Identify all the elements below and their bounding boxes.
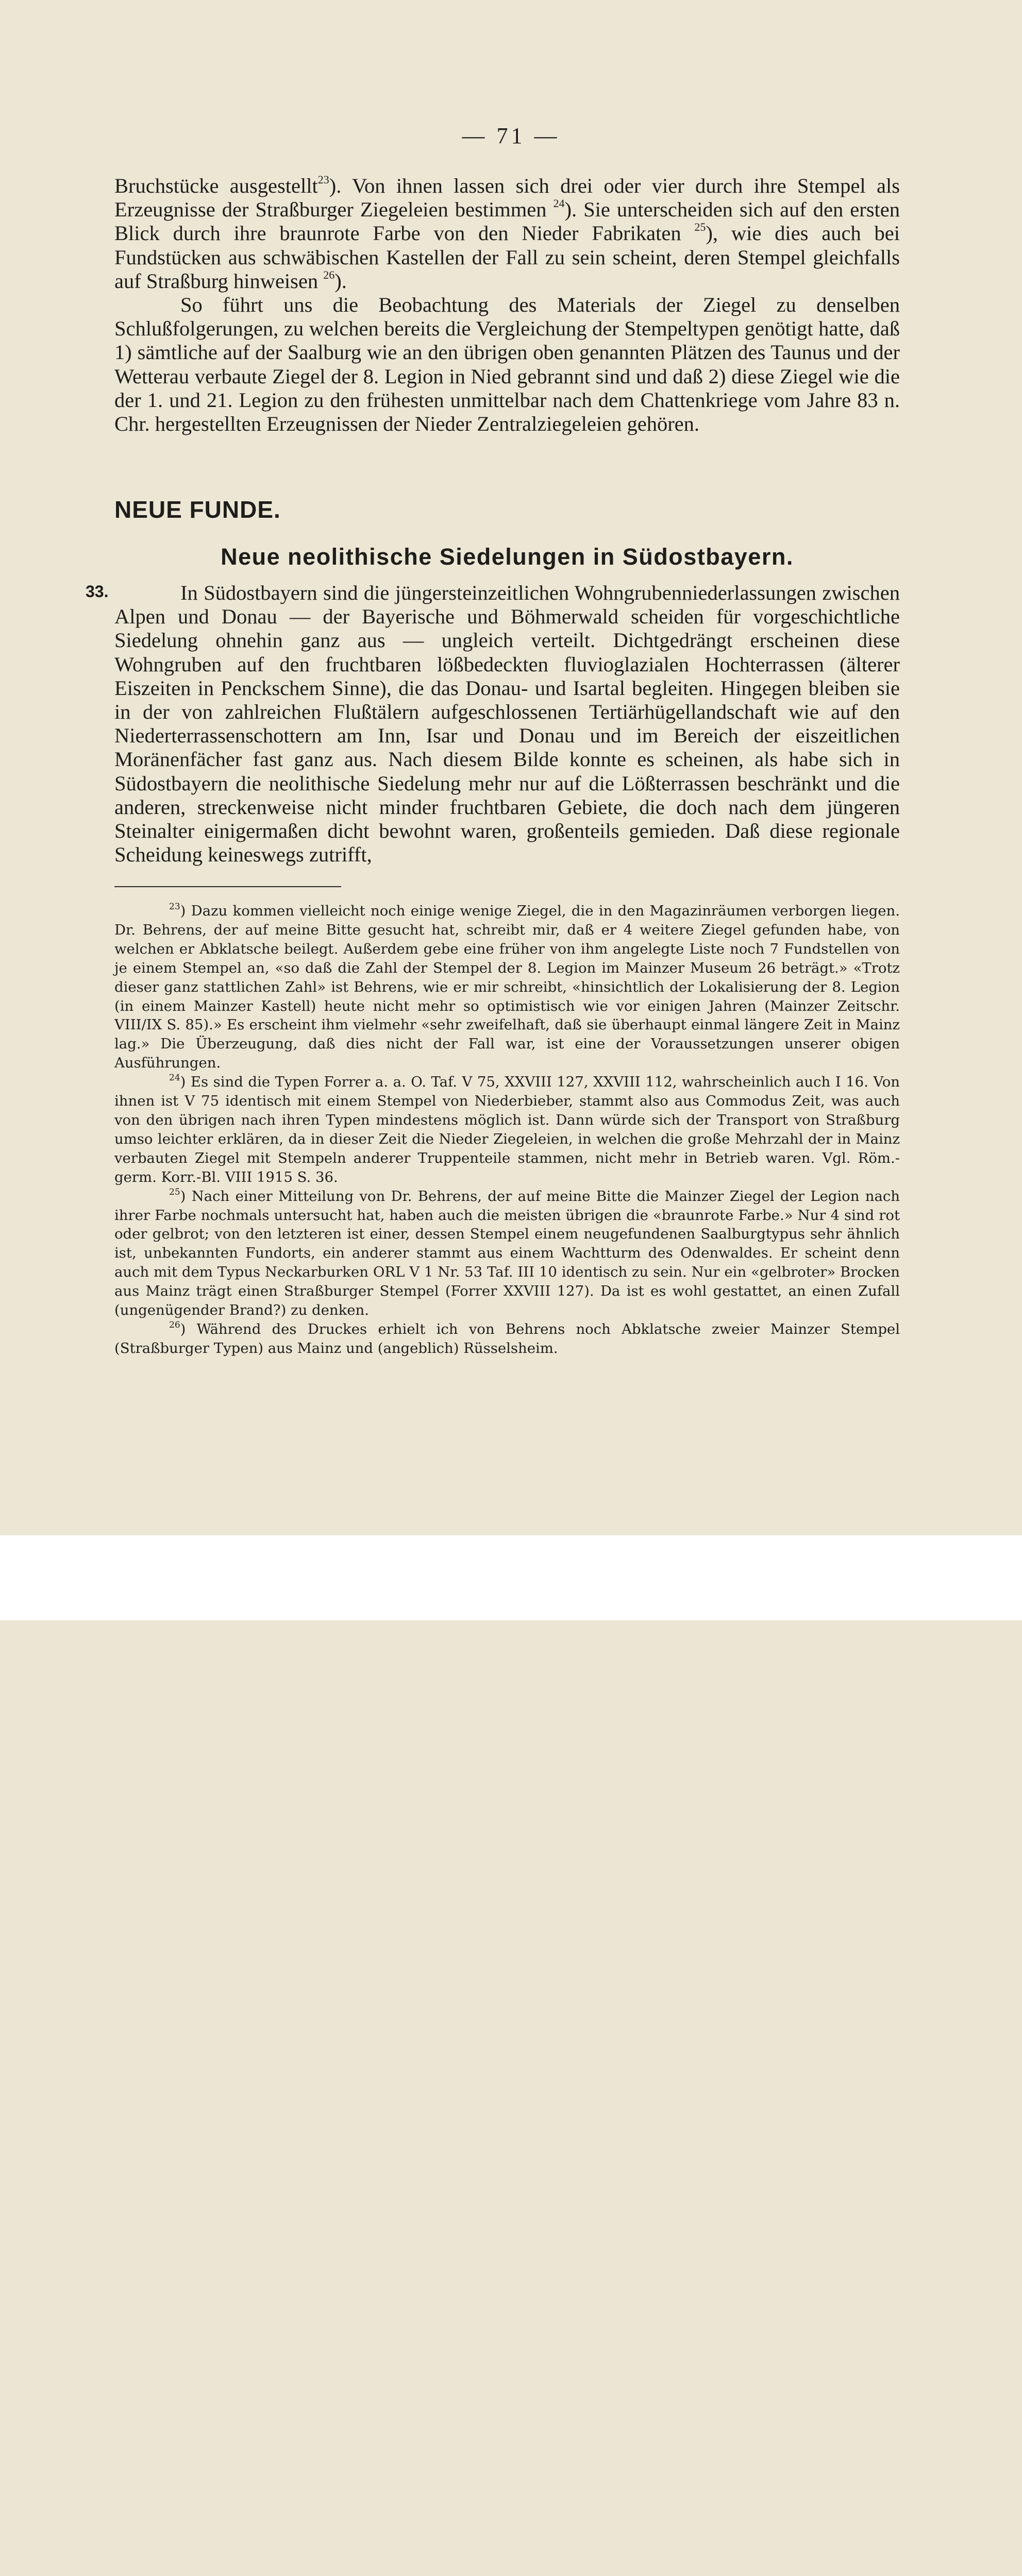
section-heading: NEUE FUNDE. [114,496,281,523]
viewer-footer [0,1535,1022,1620]
footnote-26 [114,1320,900,1358]
body-text-main [114,581,900,867]
footnote-25 [114,1187,900,1320]
footnote-23 [114,902,900,1073]
sub-heading: Neue neolithische Siedelungen in Südostbayern. [221,544,794,570]
footnote-marker: 24 [169,1073,180,1083]
footnote-ref: 25 [694,221,706,234]
footnote-ref: 23 [317,173,329,186]
footnote-rule [114,886,341,887]
text-run: ). Von ihnen lassen sich drei oder vier durch ihre Stempel als Erzeugnisse der Straßburger Ziegeleien bestimmen [114,174,900,222]
footnote-ref: 26 [323,268,335,281]
text-run: ), wie dies auch bei Fundstücken aus schwäbischen Kastellen der Fall zu sein scheint, deren Stempel gleichfalls auf Straßburg hinweisen [114,222,900,293]
footnote-24 [114,1073,900,1187]
footnote-marker: 23 [169,902,180,912]
footnotes [114,902,900,1358]
body-text-top [114,174,900,436]
footnote-text: ) Dazu kommen vielleicht noch einige wenige Ziegel, die in den Magazinräumen verborgen liegen. Dr. Behrens, der auf meine Bitte gesucht hat, schreibt mir, daß er 4 weitere Ziegel gefunden habe, von welchen er Abklatsche beilegt. Außerdem gebe eine früher von ihm angelegte Liste noch 7 Fundstellen von je einem Stempel an, «so daß die Zahl der Stempel der 8. Legion im Mainzer Museum 26 beträgt.» «Trotz dieser ganz stattlichen Zahl» ist Behrens, wie er mir schreibt, «hinsichtlich der Lokalisierung der 8. Legion (in einem Mainzer Kastell) heute nicht mehr so optimistisch wie vor einigen Jahren (Mainzer Zeitschr. VIII/IX S. 85).» Es erscheint ihm vielmehr «sehr zweifelhaft, daß sie überhaupt einmal längere Zeit in Mainz lag.» Die Überzeugung, daß dies nicht der Fall war, ist eine der Voraussetzungen unserer obigen Ausführungen. [114,903,900,1072]
text-run: ). Sie unterscheiden sich auf den ersten Blick durch ihre braunrote Farbe von den Nieder Fabrikaten [114,198,900,245]
footnote-text: ) Nach einer Mitteilung von Dr. Behrens, der auf meine Bitte die Mainzer Ziegel der Legion nach ihrer Farbe nochmals untersucht hat, haben auch die meisten übrigen die «braunrote Farbe.» Nur 4 sind rot oder gelbrot; von den letzteren ist einer, dessen Stempel einem neugefundenen Saalburgtypus sehr ähnlich ist, unbekannten Fundorts, ein anderer stammt aus einem Wachtturm des Odenwaldes. Er scheint denn auch mit dem Typus Neckarburken ORL V 1 Nr. 53 Taf. III 10 identisch zu sein. Nur ein «gelbroter» Brocken aus Mainz trägt einen Straßburger Stempel (Forrer XXVIII 127). Da ist es wohl gestattet, an einen Zufall (ungenügender Brand?) zu denken. [114,1188,900,1319]
paragraph-3: In Südostbayern sind die jüngersteinzeitlichen Wohngrubenniederlassungen zwischen Alpen und Donau — der Bayerische und Böhmerwald scheiden für vorgeschichtliche Siedelung ohnehin ganz aus — ungleich verteilt. Dichtgedrängt erscheinen diese Wohngruben auf den fruchtbaren lößbedeckten fluvioglazialen Hochterrassen (älterer Eiszeiten in Penckschem Sinne), die das Donau- und Isartal begleiten. Hingegen bleiben sie in der von zahlreichen Flußtälern aufgeschlossenen Tertiärhügellandschaft wie auf den Niederterrassenschottern am Inn, Isar und Donau und im Bereich der eiszeitlichen Moränenfächer fast ganz aus. Nach diesem Bilde konnte es scheinen, als habe sich in Südostbayern die neolithische Siedelung mehr nur auf die Lößterrassen beschränkt und die anderen, streckenweise nicht minder fruchtbaren Gebiete, die doch nach dem jüngeren Steinalter einigermaßen dicht bewohnt waren, großenteils gemieden. Daß diese regionale Scheidung keineswegs zutrifft, [114,581,900,867]
item-number: 33. [86,582,109,601]
page-number: — 71 — [462,123,560,148]
paragraph-1 [114,174,900,293]
footnote-marker: 26 [169,1319,180,1330]
footnote-text: ) Es sind die Typen Forrer a. a. O. Taf. V 75, XXVIII 127, XXVIII 112, wahrscheinlich auch I 16. Von ihnen ist V 75 identisch mit einem Stempel von Niederbieber, stammt also aus Commodus Zeit, was auch von den übrigen nach ihren Typen mindestens möglich ist. Dann würde sich der Transport von Straßburg umso leichter erklären, da in dieser Zeit die Nieder Ziegeleien, in welchen die große Mehrzahl der in Mainz verbauten Ziegel mit Stempeln anderer Truppenteile stammen, nicht mehr in Betrieb waren. Vgl. Röm.-germ. Korr.-Bl. VIII 1915 S. 36. [114,1074,900,1185]
footnote-ref: 24 [553,197,565,210]
footnote-marker: 25 [169,1187,180,1197]
text-run: Bruchstücke ausgestellt [114,174,318,197]
paragraph-2: So führt uns die Beobachtung des Materials der Ziegel zu denselben Schlußfolgerungen, zu welchen bereits die Vergleichung der Stempeltypen genötigt hatte, daß 1) sämtliche auf der Saalburg wie an den übrigen oben genannten Plätzen des Taunus und der Wetterau verbaute Ziegel der 8. Legion in Nied gebrannt sind und daß 2) diese Ziegel wie die der 1. und 21. Legion zu den frühesten unmittelbar nach dem Chattenkriege vom Jahre 83 n. Chr. hergestellten Erzeugnissen der Nieder Zentralziegeleien gehören. [114,293,900,436]
footnote-text: ) Während des Druckes erhielt ich von Behrens noch Abklatsche zweier Mainzer Stempel (Straßburger Typen) aus Mainz und (angeblich) Rüsselsheim. [114,1320,900,1357]
text-run: ). [334,269,347,293]
